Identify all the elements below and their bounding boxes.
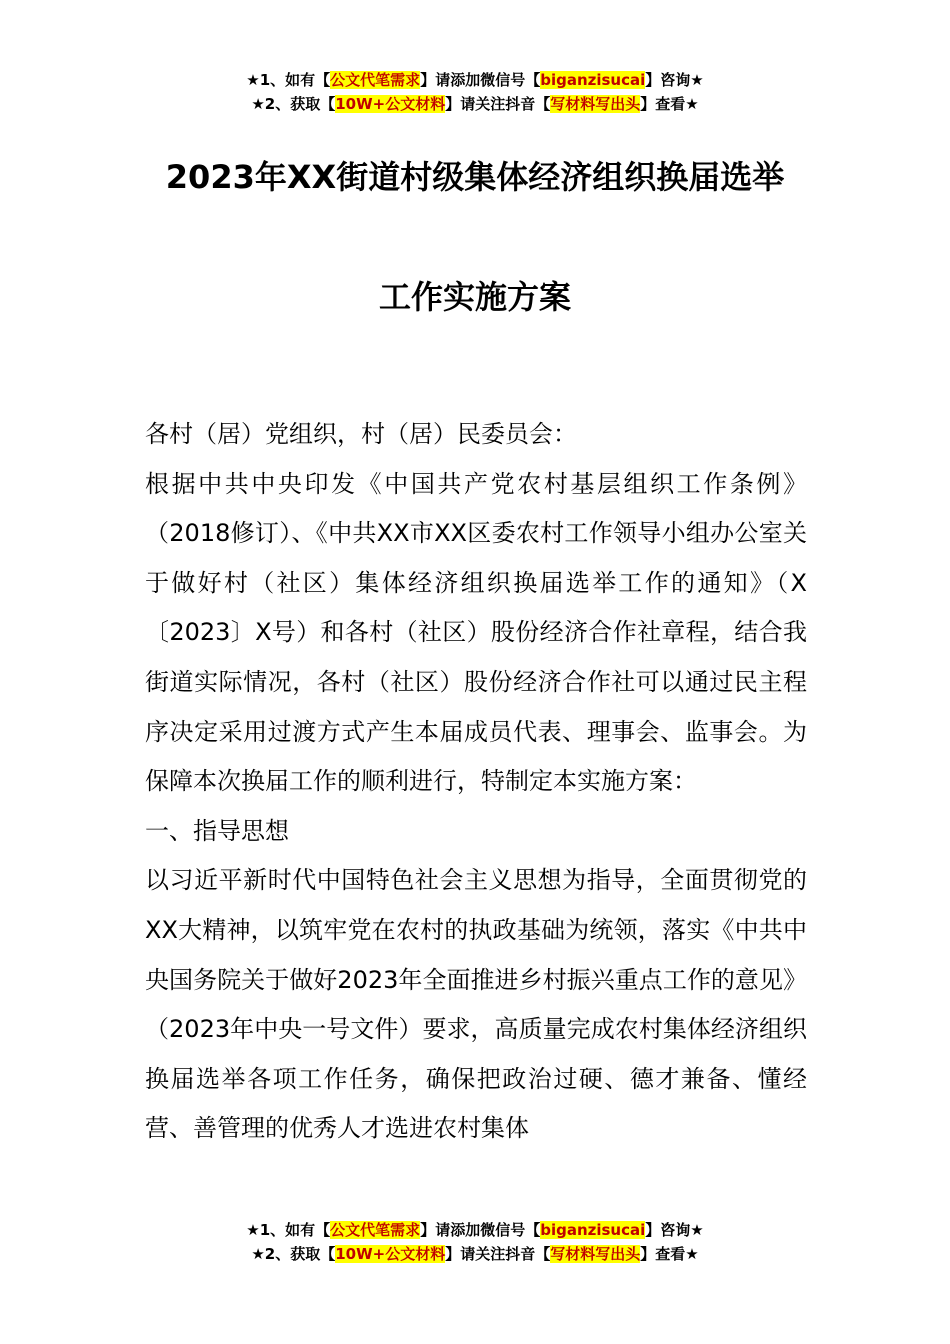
promo-highlight: 写材料写出头 bbox=[550, 1245, 641, 1263]
promo-text: ★1、如有【 bbox=[246, 1221, 331, 1239]
promo-text: 】查看★ bbox=[640, 1245, 699, 1263]
promo-text: 】查看★ bbox=[640, 95, 699, 113]
promo-text: 】请添加微信号【 bbox=[420, 71, 541, 89]
top-promo-banner bbox=[0, 68, 950, 116]
bottom-promo-banner bbox=[0, 1218, 950, 1266]
body-paragraph: 以习近平新时代中国特色社会主义思想为指导，全面贯彻党的XX大精神，以筑牢党在农村的执政基础为统领，落实《中共中央国务院关于做好2023年全面推进乡村振兴重点工作的意见》（2023年中央一号文件）要求，高质量完成农村集体经济组织换届选举各项工作任务，确保把政治过硬、德才兼备、懂经营、善管理的优秀人才选进农村集体 bbox=[145, 866, 807, 1143]
promo-highlight: 公文代笔需求 bbox=[330, 1221, 421, 1239]
promo-text: 】咨询★ bbox=[645, 71, 704, 89]
promo-highlight: biganzisucai bbox=[540, 1221, 646, 1239]
promo-highlight: biganzisucai bbox=[540, 71, 646, 89]
promo-highlight: 公文代笔需求 bbox=[330, 71, 421, 89]
document-title-line-1: 2023年XX街道村级集体经济组织换届选举 bbox=[165, 158, 785, 196]
promo-line-1 bbox=[0, 68, 950, 92]
promo-text: 】请添加微信号【 bbox=[420, 1221, 541, 1239]
promo-highlight: 10W+公文材料 bbox=[335, 95, 446, 113]
document-body bbox=[145, 410, 807, 1154]
promo-text: 】请关注抖音【 bbox=[445, 95, 551, 113]
body-paragraph: 根据中共中央印发《中国共产党农村基层组织工作条例》（2018修订）、《中共XX市XX区委农村工作领导小组办公室关于做好村（社区）集体经济组织换届选举工作的通知》（X〔2023〕X号）和各村（社区）股份经济合作社章程，结合我街道实际情况，各村（社区）股份经济合作社可以通过民主程序决定采用过渡方式产生本届成员代表、理事会、监事会。为保障本次换届工作的顺利进行，特制定本实施方案： bbox=[145, 469, 807, 796]
document-title-line-2: 工作实施方案 bbox=[378, 278, 571, 316]
promo-line-2 bbox=[0, 1242, 950, 1266]
promo-text: ★1、如有【 bbox=[246, 71, 331, 89]
promo-text: ★2、获取【 bbox=[251, 1245, 336, 1263]
salutation: 各村（居）党组织，村（居）民委员会： bbox=[145, 420, 577, 448]
promo-highlight: 10W+公文材料 bbox=[335, 1245, 446, 1263]
section-heading: 一、指导思想 bbox=[145, 816, 289, 845]
promo-text: ★2、获取【 bbox=[251, 95, 336, 113]
promo-text: 】咨询★ bbox=[645, 1221, 704, 1239]
promo-line-1 bbox=[0, 1218, 950, 1242]
promo-highlight: 写材料写出头 bbox=[550, 95, 641, 113]
promo-text: 】请关注抖音【 bbox=[445, 1245, 551, 1263]
promo-line-2 bbox=[0, 92, 950, 116]
